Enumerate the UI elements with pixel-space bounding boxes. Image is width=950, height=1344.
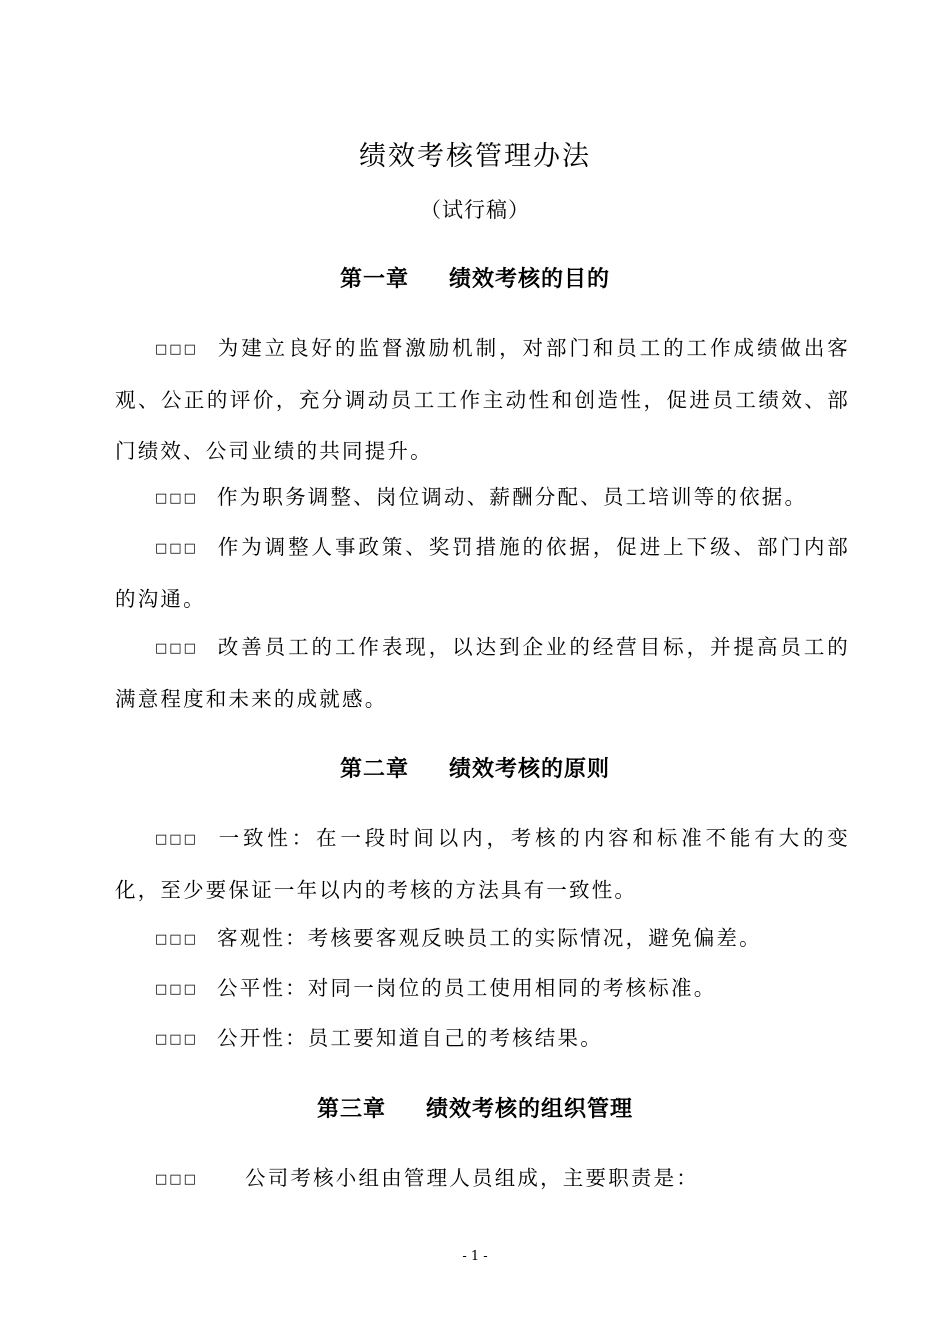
paragraph-text: 作为职务调整、岗位调动、薪酬分配、员工培训等的依据。 xyxy=(217,485,808,509)
chapter-heading xyxy=(0,1092,950,1123)
article-number: □□□ xyxy=(155,1032,198,1047)
chapter-heading xyxy=(0,262,950,293)
paragraph-text: 改善员工的工作表现，以达到企业的经营目标，并提高员工的满意程度和未来的成就感。 xyxy=(115,635,850,711)
article-number: □□□ xyxy=(155,982,198,997)
paragraph xyxy=(115,622,850,725)
paragraph xyxy=(115,913,850,965)
paragraph xyxy=(115,813,850,916)
paragraph xyxy=(115,1153,850,1205)
paragraph-text: 为建立良好的监督激励机制，对部门和员工的工作成绩做出客观、公正的评价，充分调动员工工作主动性和创造性，促进员工绩效、部门绩效、公司业绩的共同提升。 xyxy=(115,336,850,463)
article-number: □□□ xyxy=(155,832,198,847)
chapter-title: 绩效考核的组织管理 xyxy=(426,1097,634,1122)
paragraph xyxy=(115,963,850,1015)
paragraph-text: 作为调整人事政策、奖罚措施的依据，促进上下级、部门内部的沟通。 xyxy=(115,535,850,611)
chapter-number: 第三章 xyxy=(316,1097,386,1122)
chapter-title: 绩效考核的目的 xyxy=(449,267,611,292)
paragraph xyxy=(115,522,850,625)
page-number: - 1 - xyxy=(462,1249,488,1264)
chapter-heading xyxy=(0,752,950,783)
chapter-number: 第二章 xyxy=(339,757,409,782)
paragraph-text: 公开性：员工要知道自己的考核结果。 xyxy=(217,1026,603,1050)
paragraph-text: 公平性：对同一岗位的员工使用相同的考核标准。 xyxy=(217,976,717,1000)
article-number: □□□ xyxy=(155,641,198,656)
document-subtitle: （试行稿） xyxy=(420,198,530,222)
paragraph-text: 公司考核小组由管理人员组成，主要职责是： xyxy=(245,1166,699,1190)
chapter-title: 绩效考核的原则 xyxy=(449,757,611,782)
article-number: □□□ xyxy=(155,1172,198,1187)
paragraph-text: 一致性：在一段时间以内，考核的内容和标准不能有大的变化，至少要保证一年以内的考核的方法具有一致性。 xyxy=(115,826,850,902)
article-number: □□□ xyxy=(155,541,198,556)
article-number: □□□ xyxy=(155,342,198,357)
article-number: □□□ xyxy=(155,491,198,506)
paragraph-text: 客观性：考核要客观反映员工的实际情况，避免偏差。 xyxy=(217,926,762,950)
article-number: □□□ xyxy=(155,932,198,947)
document-title: 绩效考核管理办法 xyxy=(359,141,591,172)
paragraph xyxy=(115,323,850,477)
paragraph xyxy=(115,1013,850,1065)
paragraph xyxy=(115,472,850,524)
chapter-number: 第一章 xyxy=(339,267,409,292)
